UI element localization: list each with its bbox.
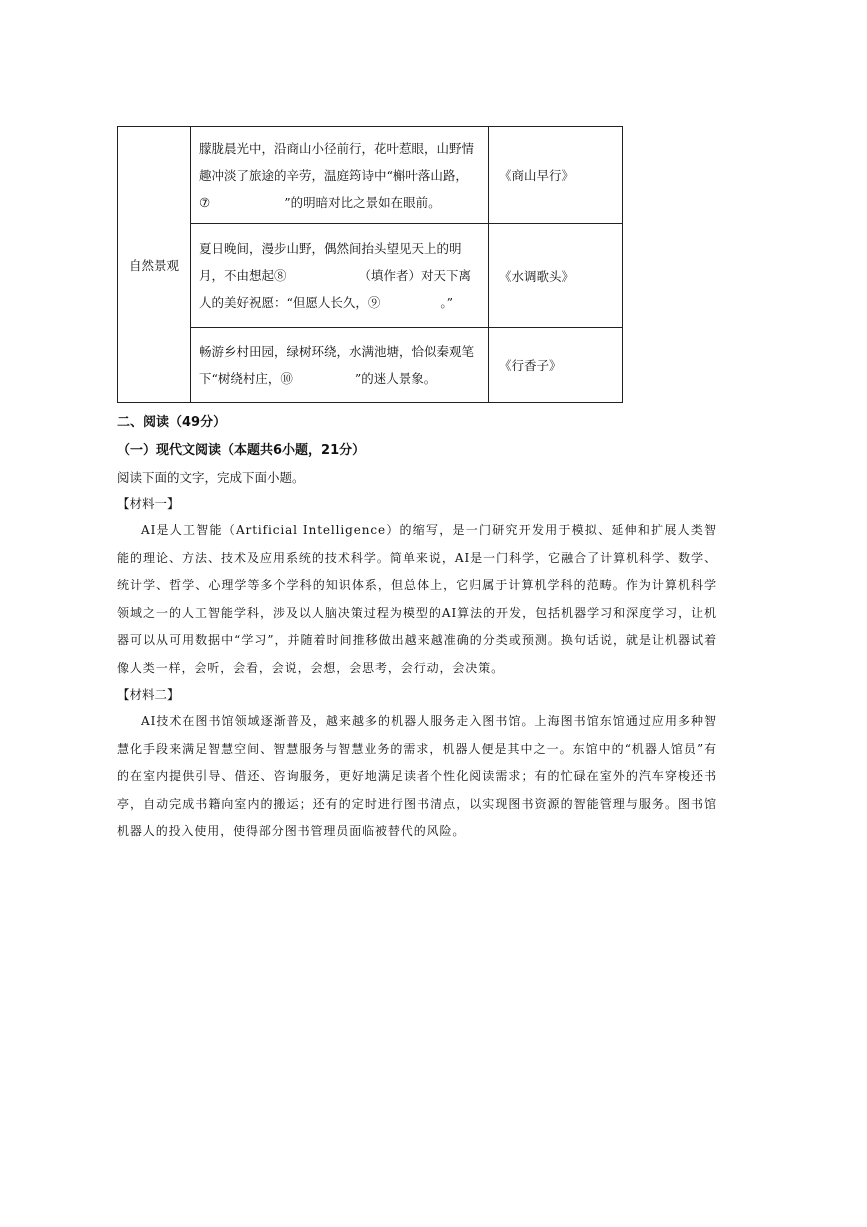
table-row bbox=[118, 224, 623, 328]
description-cell: 畅游乡村田园，绿树环绕，水满池塘，恰似秦观笔下“树绕村庄，⑩ ”的迷人景象。 bbox=[191, 328, 489, 403]
table-row bbox=[118, 328, 623, 403]
source-cell: 《商山早行》 bbox=[489, 127, 623, 224]
material-1-label: 【材料一】 bbox=[117, 496, 180, 511]
material-2-text: AI技术在图书馆领域逐渐普及，越来越多的机器人服务走入图书馆。上海图书馆东馆通过应用多种智慧化手段来满足智慧空间、智慧服务与智慧业务的需求，机器人便是其中之一。东馆中的“机器人馆员”有的在室内提供引导、借还、咨询服务，更好地满足读者个性化阅读需求；有的忙碌在室外的汽车穿梭还书亭，自动完成书籍向室内的搬运；还有的定时进行图书清点，以实现图书资源的智能管理与服务。图书馆机器人的投入使用，使得部分图书管理员面临被替代的风险。 bbox=[117, 714, 717, 838]
subsection-title: （一）现代文阅读（本题共6小题，21分） bbox=[117, 443, 366, 458]
table-row bbox=[118, 127, 623, 224]
source-cell: 《行香子》 bbox=[489, 328, 623, 403]
section-title: 二、阅读（49分） bbox=[117, 415, 227, 430]
material-1-text: AI是人工智能（Artificial Intelligence）的缩写，是一门研究开发用于模拟、延伸和扩展人类智能的理论、方法、技术及应用系统的技术科学。简单来说，AI是一门科学，它融合了计算机科学、数学、统计学、哲学、心理学等多个学科的知识体系，但总体上，它归属于计算机学科的范畴。作为计算机科学领域之一的人工智能学科，涉及以人脑决策过程为模型的AI算法的开发，包括机器学习和深度学习，让机器可以从可用数据中“学习”，并随着时间推移做出越来越准确的分类或预测。换句话说，就是让机器试着像人类一样，会听，会看，会说，会想，会思考，会行动，会决策。 bbox=[117, 523, 717, 675]
description-cell: 夏日晚间，漫步山野，偶然间抬头望见天上的明月，不由想起⑧ （填作者）对天下离人的美好祝愿：“但愿人长久，⑨ 。” bbox=[191, 224, 489, 328]
instruction-text: 阅读下面的文字，完成下面小题。 bbox=[117, 470, 305, 485]
description-cell: 朦胧晨光中，沿商山小径前行，花叶惹眼，山野情趣冲淡了旅途的辛劳，温庭筠诗中“槲叶落山路， ⑦ ”的明暗对比之景如在眼前。 bbox=[191, 127, 489, 224]
category-cell: 自然景观 bbox=[118, 127, 191, 403]
scenery-table bbox=[117, 126, 623, 403]
source-cell: 《水调歌头》 bbox=[489, 224, 623, 328]
material-2-label: 【材料二】 bbox=[117, 687, 180, 702]
reading-section bbox=[117, 409, 717, 846]
